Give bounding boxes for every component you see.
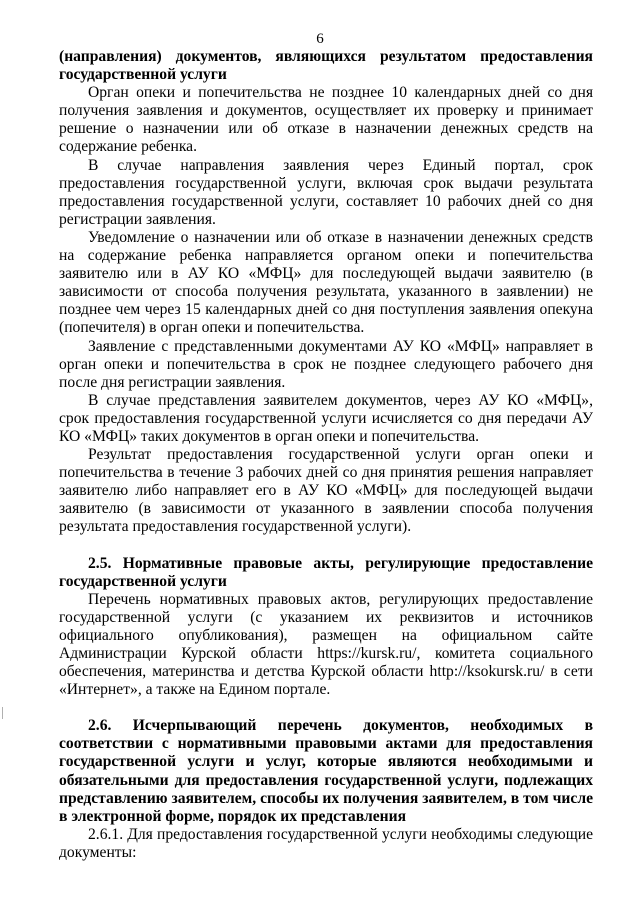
section-heading-continuation: (направления) документов, являющихся результатом предоставления государственной услуги: [59, 48, 593, 84]
section-heading-2-5: 2.5. Нормативные правовые акты, регулирующие предоставление государственной услуги: [59, 554, 593, 590]
spacer: [59, 537, 593, 555]
paragraph-unified-portal-term: В случае направления заявления через Единый портал, срок предоставления государственной услуги, включая срок выдачи результата предоставления государственной услуги, составляет 10 рабочих дней со дня регистрации заявления.: [59, 156, 593, 228]
spacer: [59, 699, 593, 717]
paragraph-mfc-transfer: Заявление с представленными документами АУ КО «МФЦ» направляет в орган опеки и попечительства в срок не позднее следующего рабочего дня после дня регистрации заявления.: [59, 337, 593, 391]
page-number: 6: [316, 31, 324, 47]
section-heading-2-6: 2.6. Исчерпывающий перечень документов, необходимых в соответствии с нормативными правовыми актами для предоставления государственной услуги и услуг, которые являются необходимыми и обязательными для предоставления государственной услуги, подлежащих представлению заявителем, способы их получения заявителем, в том числе в электронной форме, порядок их представления: [59, 717, 593, 825]
margin-mark: [2, 707, 3, 719]
paragraph-decision-term: Орган опеки и попечительства не позднее 10 календарных дней со дня получения заявления и документов, осуществляет их проверку и принимает решение о назначении или об отказе в назначении денежных средств на содержание ребенка.: [59, 84, 593, 156]
document-body: [59, 48, 593, 862]
paragraph-legal-acts: Перечень нормативных правовых актов, регулирующих предоставление государственной услуги (с указанием их реквизитов и источников официального опубликования), размещен на официальном сайте Администрации Курской области https://kursk.ru/, комитета социального обеспечения, материнства и детства Курской области http://ksokursk.ru/ в сети «Интернет», а также на Едином портале.: [59, 590, 593, 699]
paragraph-2-6-1: 2.6.1. Для предоставления государственной услуги необходимы следующие документы:: [59, 825, 593, 861]
paragraph-notification: Уведомление о назначении или об отказе в назначении денежных средств на содержание ребенка направляется органом опеки и попечительства заявителю или в АУ КО «МФЦ» для последующей выдачи заявителю (в зависимости от способа получения результата, указанного в заявлении) не позднее чем через 15 календарных дней со дня поступления заявления опекуна (попечителя) в орган опеки и попечительства.: [59, 228, 593, 337]
paragraph-mfc-term: В случае представления заявителем документов, через АУ КО «МФЦ», срок предоставления государственной услуги исчисляется со дня передачи АУ КО «МФЦ» таких документов в орган опеки и попечительства.: [59, 391, 593, 445]
paragraph-result-delivery: Результат предоставления государственной услуги орган опеки и попечительства в течение 3 рабочих дней со дня принятия решения направляет заявителю либо направляет его в АУ КО «МФЦ» для последующей выдачи заявителю (в зависимости от указанного в заявлении способа получения результата предоставления государственной услуги).: [59, 446, 593, 536]
